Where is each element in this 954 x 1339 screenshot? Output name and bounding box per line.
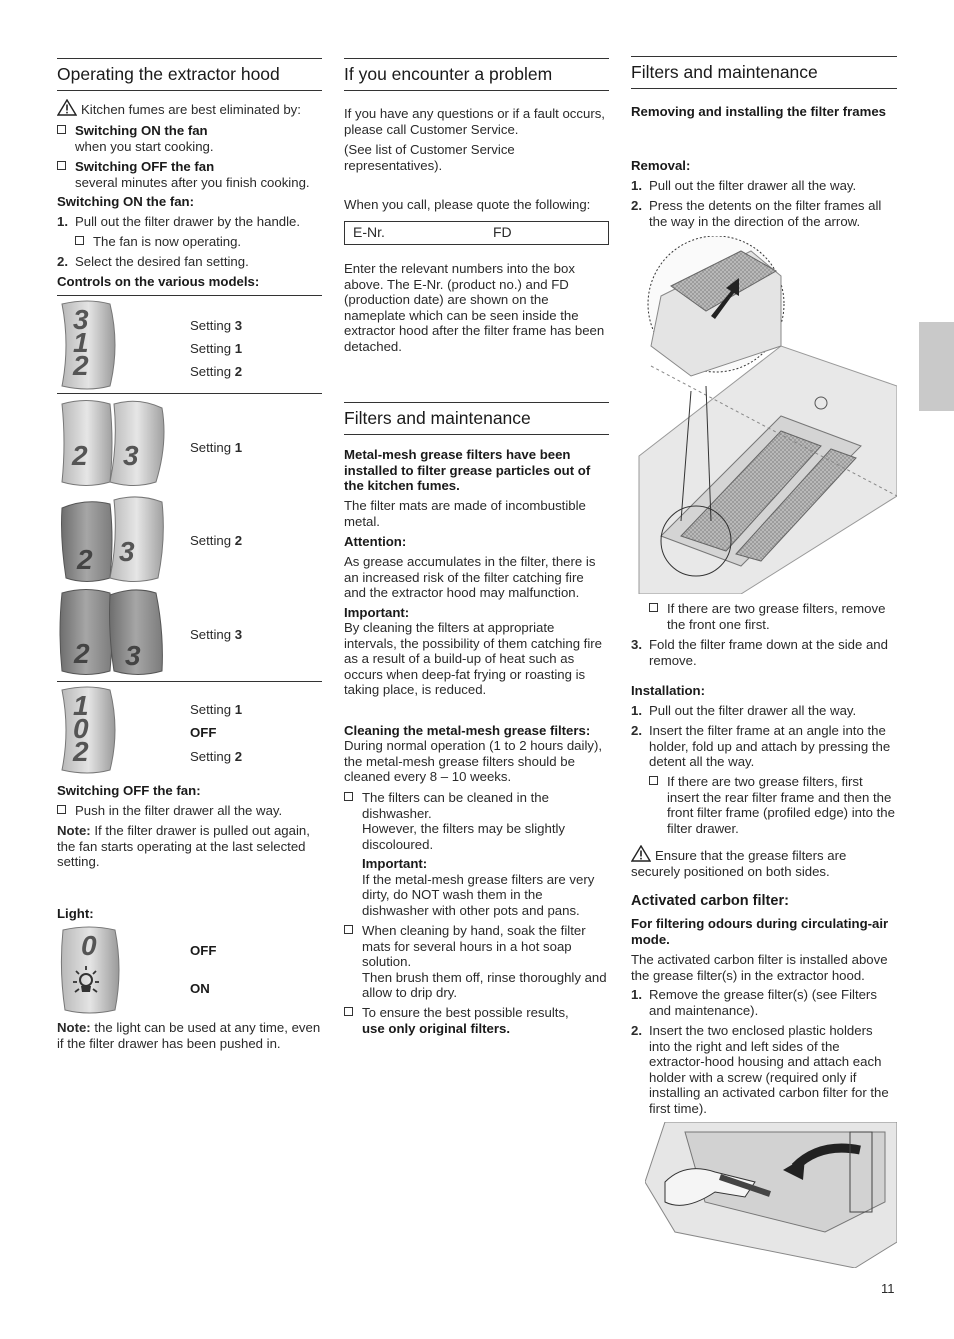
knob-digit: 2 — [74, 638, 90, 669]
checkbox-bullet-icon — [649, 603, 658, 612]
checkbox-bullet-icon — [344, 792, 353, 801]
install-sub: If there are two grease filters, first insert the rear filter frame and then the front filter frame (profiled edge) into the filter drawer. — [649, 774, 897, 836]
divider — [57, 295, 322, 296]
removal-step-3: 3. Fold the filter frame down at the side and remove. — [631, 637, 888, 668]
checkbox-bullet-icon — [57, 161, 66, 170]
light-label: Light: — [57, 906, 94, 921]
checkbox-bullet-icon — [57, 125, 66, 134]
removal-sub: If there are two grease filters, remove the front one first. — [649, 601, 897, 632]
important-text: By cleaning the filters at appropriate intervals, the possibility of them catching fire as a result of a build-up of heat such as occurs when deep-fat frying or roasting is taking place, is reduced. — [344, 620, 603, 697]
step-2 — [57, 254, 322, 270]
checkbox-bullet-icon — [57, 805, 66, 814]
step-text: Pull out the filter drawer by the handle. — [75, 214, 301, 229]
section-heading-operating: Operating the extractor hood — [57, 58, 322, 91]
page-number: 11 — [881, 1281, 895, 1296]
install-step-2: 2. Insert the filter frame at an angle into the holder, fold up and attach by pressing the detent all the way. — [631, 723, 891, 769]
enr-label: E-Nr. — [353, 224, 385, 240]
carbon-step-1: 1. Remove the grease filter(s) (see Filters and maintenance). — [631, 987, 877, 1018]
problem-p1: If you have any questions or if a fault occurs, please call Customer Service. — [344, 106, 605, 137]
setting-line: Setting 3 — [190, 627, 243, 642]
filter-removal-illustration — [631, 236, 897, 594]
knob-digit: 3 — [125, 640, 141, 671]
bullet-text: several minutes after you finish cooking. — [75, 174, 310, 190]
side-tab-marker — [919, 322, 954, 411]
filters-p5: The filter mats are made of incombustible metal. — [344, 498, 586, 529]
knob-102-icon — [58, 686, 120, 774]
setting-line: Setting 1 — [190, 341, 243, 356]
step-text: Select the desired fan setting. — [75, 254, 249, 269]
cleaning-bullet-1: The filters can be cleaned in the dishwasher. However, the filters may be slightly discoloured. Important: If the metal-mesh grease filters are very dirty, do NOT wash them in the dishwasher with other pots and pans. — [344, 790, 609, 918]
bullet-title: Switching ON the fan — [75, 123, 208, 138]
knob-pair-setting-2-icon — [58, 494, 168, 584]
important-label: Important: — [344, 605, 410, 620]
divider — [57, 393, 322, 394]
knob-digit: 2 — [72, 440, 88, 471]
divider — [57, 681, 322, 682]
carbon-step-2: 2. Insert the two enclosed plastic holders into the right and left sides of the extractor-hood housing and attach each holder with a screw (required only if installing an activated carbon filter for the first time). — [631, 1023, 889, 1116]
setting-line: Setting 2 — [190, 364, 243, 379]
problem-p3: When you call, please quote the following: — [344, 197, 591, 212]
warning-icon — [631, 845, 651, 862]
problem-p2: (See list of Customer Service representatives). — [344, 142, 515, 173]
problem-p4: Enter the relevant numbers into the box above. The E-Nr. (product no.) and FD (production date) are shown on the nameplate which can be seen inside the extractor hood after the filter frame has been detached. — [344, 261, 605, 354]
checkbox-bullet-icon — [344, 1007, 353, 1016]
sub-heading-removing: Removing and installing the filter frames — [631, 104, 887, 119]
enr-fd-box — [344, 221, 609, 245]
step-1-sub — [75, 234, 322, 250]
knob-312-icon — [58, 300, 120, 390]
bullet-text: when you start cooking. — [75, 138, 214, 154]
light-off: OFF — [190, 943, 217, 958]
knob-digit: 2 — [77, 544, 93, 575]
switch-off-bullet — [57, 803, 322, 819]
attention-label: Attention: — [344, 534, 407, 549]
attention-text: As grease accumulates in the filter, there is an increased risk of the filter catching fire and the extractor hood may malfunction. — [344, 554, 596, 600]
knob-digit: 3 — [119, 536, 135, 567]
carbon-text: The activated carbon filter is installed above the grease filter(s) in the extractor hood. — [631, 952, 888, 983]
bullet-text: Push in the filter drawer all the way. — [75, 803, 283, 818]
knob-312-digits: 3 1 2 — [73, 304, 89, 381]
cleaning-label: Cleaning the metal-mesh grease filters: — [344, 723, 591, 738]
knob-102-digits: 1 0 2 — [73, 690, 89, 767]
setting-line: Setting 1 — [190, 440, 243, 455]
cleaning-bullet-3: To ensure the best possible results, use only original filters. — [344, 1005, 609, 1036]
controls-label: Controls on the various models: — [57, 274, 260, 289]
switch-off-label: Switching OFF the fan: — [57, 783, 201, 798]
section-heading-filters-maint: Filters and maintenance — [631, 56, 897, 89]
warning-note: Ensure that the grease filters are securely positioned on both sides. — [631, 845, 897, 879]
knob-digit: 0 — [81, 930, 97, 961]
carbon-filter-illustration — [645, 1122, 897, 1268]
step-number: 1. — [57, 214, 68, 229]
removal-step-2: 2. Press the detents on the filter frames all the way in the direction of the arrow. — [631, 198, 882, 229]
filters-bold-intro: Metal-mesh grease filters have been installed to filter grease particles out of the kitchen fumes. — [344, 447, 591, 493]
intro-line — [57, 99, 322, 118]
checkbox-bullet-icon — [75, 236, 84, 245]
install-step-1: 1. Pull out the filter drawer all the way. — [631, 703, 857, 718]
removal-step-1: 1. Pull out the filter drawer all the way. — [631, 178, 857, 193]
bullet-switch-off — [57, 159, 322, 190]
light-on: ON — [190, 981, 210, 996]
carbon-bold: For filtering odours during circulating-air mode. — [631, 916, 889, 947]
cleaning-bullet-2: When cleaning by hand, soak the filter mats for several hours in a hot soap solution. Then brush them off, rinse thoroughly and allow to drip dry. — [344, 923, 609, 1001]
switch-on-label: Switching ON the fan: — [57, 194, 195, 209]
section-heading-problem: If you encounter a problem — [344, 58, 609, 91]
bullet-switch-on — [57, 123, 322, 154]
note-1: Note: If the filter drawer is pulled out again, the fan starts operating at the last selected setting. — [57, 823, 310, 869]
checkbox-bullet-icon — [649, 776, 658, 785]
knob-digit: 3 — [123, 440, 139, 471]
setting-line: Setting 1 — [190, 702, 243, 717]
sub-text: The fan is now operating. — [93, 234, 242, 249]
removal-label: Removal: — [631, 158, 691, 173]
step-1 — [57, 214, 322, 230]
setting-line: Setting 2 — [190, 749, 243, 764]
setting-line: Setting 2 — [190, 533, 243, 548]
setting-line: Setting 3 — [190, 318, 243, 333]
bullet-title: Switching OFF the fan — [75, 159, 215, 174]
intro-text: Kitchen fumes are best eliminated by: — [81, 102, 301, 117]
fd-label: FD — [493, 224, 512, 240]
checkbox-bullet-icon — [344, 925, 353, 934]
step-number: 2. — [57, 254, 68, 269]
warning-icon — [57, 99, 77, 116]
section-heading-filters: Filters and maintenance — [344, 402, 609, 435]
carbon-label: Activated carbon filter: — [631, 893, 789, 909]
cleaning-text: During normal operation (1 to 2 hours daily), the metal-mesh grease filters should be cleaned every 8 – 10 weeks. — [344, 738, 603, 784]
off-line: OFF — [190, 725, 217, 740]
note-2: Note: the light can be used at any time, even if the filter drawer has been pushed in. — [57, 1020, 321, 1051]
installation-label: Installation: — [631, 683, 705, 698]
